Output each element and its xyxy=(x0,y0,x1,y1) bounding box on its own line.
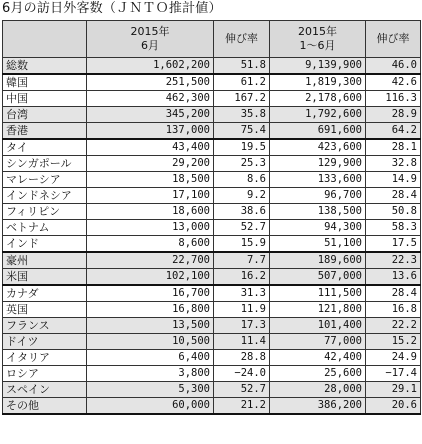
table-row xyxy=(3,366,421,382)
row-ytd-growth: 20.6 xyxy=(366,398,421,415)
row-ytd-growth: 28.9 xyxy=(366,107,421,123)
row-ytd-growth: 46.0 xyxy=(366,58,421,75)
row-june-visitors: 16,800 xyxy=(87,302,214,318)
row-country-name: マレーシア xyxy=(3,172,87,188)
row-ytd-visitors: 1,792,600 xyxy=(270,107,366,123)
row-ytd-visitors: 691,600 xyxy=(270,123,366,140)
table-row xyxy=(3,398,421,415)
table-row xyxy=(3,91,421,107)
table-row xyxy=(3,285,421,302)
row-june-visitors: 16,700 xyxy=(87,285,214,302)
row-ytd-visitors: 1,819,300 xyxy=(270,74,366,91)
row-june-growth: 21.2 xyxy=(214,398,270,415)
row-ytd-visitors: 9,139,900 xyxy=(270,58,366,75)
row-country-name: 中国 xyxy=(3,91,87,107)
row-june-visitors: 60,000 xyxy=(87,398,214,415)
row-june-visitors: 8,600 xyxy=(87,236,214,253)
table-row xyxy=(3,236,421,253)
table-row xyxy=(3,318,421,334)
row-ytd-visitors: 42,400 xyxy=(270,350,366,366)
row-country-name: 豪州 xyxy=(3,252,87,269)
table-title: 6月の訪日外客数（ＪＮＴＯ推計値） xyxy=(2,1,222,16)
row-country-name: イタリア xyxy=(3,350,87,366)
row-country-name: カナダ xyxy=(3,285,87,302)
row-ytd-growth: 24.9 xyxy=(366,350,421,366)
row-june-growth: 52.7 xyxy=(214,220,270,236)
row-ytd-visitors: 51,100 xyxy=(270,236,366,253)
row-ytd-growth: 32.8 xyxy=(366,156,421,172)
row-ytd-visitors: 77,000 xyxy=(270,334,366,350)
row-ytd-visitors: 28,000 xyxy=(270,382,366,398)
header-june-growth: 伸び率 xyxy=(214,21,270,58)
row-june-growth: 19.5 xyxy=(214,139,270,156)
visitor-table xyxy=(2,20,421,415)
row-june-visitors: 6,400 xyxy=(87,350,214,366)
row-country-name: フランス xyxy=(3,318,87,334)
row-ytd-visitors: 138,500 xyxy=(270,204,366,220)
table-row xyxy=(3,74,421,91)
header-ytd xyxy=(270,21,366,58)
header-june-month: 6月 xyxy=(141,39,159,52)
row-june-visitors: 1,602,200 xyxy=(87,58,214,75)
row-june-growth: 15.9 xyxy=(214,236,270,253)
row-june-growth: 8.6 xyxy=(214,172,270,188)
row-june-growth: −24.0 xyxy=(214,366,270,382)
row-june-growth: 11.9 xyxy=(214,302,270,318)
row-june-visitors: 13,500 xyxy=(87,318,214,334)
row-june-visitors: 345,200 xyxy=(87,107,214,123)
row-country-name: スペイン xyxy=(3,382,87,398)
table-row xyxy=(3,269,421,286)
row-ytd-growth: 17.5 xyxy=(366,236,421,253)
row-country-name: ベトナム xyxy=(3,220,87,236)
row-country-name: その他 xyxy=(3,398,87,415)
row-ytd-growth: 28.1 xyxy=(366,139,421,156)
header-blank-cell xyxy=(3,21,87,58)
row-ytd-visitors: 133,600 xyxy=(270,172,366,188)
row-june-visitors: 462,300 xyxy=(87,91,214,107)
row-june-growth: 52.7 xyxy=(214,382,270,398)
row-country-name: 米国 xyxy=(3,269,87,286)
table-row xyxy=(3,58,421,75)
row-june-growth: 7.7 xyxy=(214,252,270,269)
row-country-name: 台湾 xyxy=(3,107,87,123)
row-june-visitors: 3,800 xyxy=(87,366,214,382)
row-ytd-growth: 29.1 xyxy=(366,382,421,398)
header-ytd-range: 1〜6月 xyxy=(299,39,336,52)
table-row xyxy=(3,302,421,318)
row-june-growth: 16.2 xyxy=(214,269,270,286)
row-ytd-visitors: 94,300 xyxy=(270,220,366,236)
row-ytd-growth: 28.4 xyxy=(366,188,421,204)
table-row xyxy=(3,204,421,220)
row-june-visitors: 18,600 xyxy=(87,204,214,220)
table-row xyxy=(3,252,421,269)
row-ytd-growth: 58.3 xyxy=(366,220,421,236)
row-ytd-growth: 13.6 xyxy=(366,269,421,286)
row-june-visitors: 5,300 xyxy=(87,382,214,398)
row-ytd-growth: 14.9 xyxy=(366,172,421,188)
table-row xyxy=(3,188,421,204)
row-ytd-growth: 22.2 xyxy=(366,318,421,334)
row-ytd-visitors: 96,700 xyxy=(270,188,366,204)
row-ytd-visitors: 111,500 xyxy=(270,285,366,302)
row-ytd-visitors: 386,200 xyxy=(270,398,366,415)
table-row xyxy=(3,123,421,140)
row-ytd-visitors: 507,000 xyxy=(270,269,366,286)
row-june-growth: 61.2 xyxy=(214,74,270,91)
row-country-name: 英国 xyxy=(3,302,87,318)
row-june-growth: 17.3 xyxy=(214,318,270,334)
row-country-name: インドネシア xyxy=(3,188,87,204)
header-june-year: 2015年 xyxy=(130,25,170,38)
row-ytd-visitors: 101,400 xyxy=(270,318,366,334)
table-row xyxy=(3,220,421,236)
table-row xyxy=(3,334,421,350)
table-row xyxy=(3,172,421,188)
row-june-growth: 31.3 xyxy=(214,285,270,302)
row-country-name: 総数 xyxy=(3,58,87,75)
header-ytd-growth: 伸び率 xyxy=(366,21,421,58)
row-june-growth: 28.8 xyxy=(214,350,270,366)
header-june xyxy=(87,21,214,58)
row-june-visitors: 251,500 xyxy=(87,74,214,91)
row-ytd-visitors: 129,900 xyxy=(270,156,366,172)
row-june-visitors: 137,000 xyxy=(87,123,214,140)
row-ytd-growth: 42.6 xyxy=(366,74,421,91)
row-june-growth: 25.3 xyxy=(214,156,270,172)
row-june-growth: 51.8 xyxy=(214,58,270,75)
row-country-name: ドイツ xyxy=(3,334,87,350)
row-june-growth: 167.2 xyxy=(214,91,270,107)
row-ytd-growth: −17.4 xyxy=(366,366,421,382)
table-row xyxy=(3,156,421,172)
row-country-name: 韓国 xyxy=(3,74,87,91)
row-ytd-visitors: 25,600 xyxy=(270,366,366,382)
row-june-growth: 11.4 xyxy=(214,334,270,350)
row-ytd-visitors: 121,800 xyxy=(270,302,366,318)
row-ytd-visitors: 189,600 xyxy=(270,252,366,269)
row-country-name: インド xyxy=(3,236,87,253)
header-ytd-year: 2015年 xyxy=(298,25,337,38)
row-country-name: タイ xyxy=(3,139,87,156)
table-body xyxy=(3,58,421,415)
row-ytd-growth: 64.2 xyxy=(366,123,421,140)
row-country-name: シンガポール xyxy=(3,156,87,172)
table-row xyxy=(3,350,421,366)
row-june-visitors: 43,400 xyxy=(87,139,214,156)
table-row xyxy=(3,382,421,398)
row-june-growth: 75.4 xyxy=(214,123,270,140)
row-june-visitors: 17,100 xyxy=(87,188,214,204)
row-june-visitors: 22,700 xyxy=(87,252,214,269)
row-ytd-growth: 15.2 xyxy=(366,334,421,350)
row-june-growth: 9.2 xyxy=(214,188,270,204)
row-ytd-visitors: 423,600 xyxy=(270,139,366,156)
table-row xyxy=(3,139,421,156)
row-june-visitors: 10,500 xyxy=(87,334,214,350)
row-ytd-growth: 50.8 xyxy=(366,204,421,220)
row-country-name: ロシア xyxy=(3,366,87,382)
table-row xyxy=(3,107,421,123)
row-ytd-growth: 116.3 xyxy=(366,91,421,107)
row-june-visitors: 102,100 xyxy=(87,269,214,286)
row-country-name: 香港 xyxy=(3,123,87,140)
table-header xyxy=(3,21,421,58)
row-ytd-growth: 16.8 xyxy=(366,302,421,318)
row-june-growth: 38.6 xyxy=(214,204,270,220)
row-ytd-growth: 22.3 xyxy=(366,252,421,269)
row-country-name: フィリピン xyxy=(3,204,87,220)
row-ytd-growth: 28.4 xyxy=(366,285,421,302)
row-june-visitors: 13,000 xyxy=(87,220,214,236)
row-ytd-visitors: 2,178,600 xyxy=(270,91,366,107)
row-june-visitors: 18,500 xyxy=(87,172,214,188)
row-june-visitors: 29,200 xyxy=(87,156,214,172)
row-june-growth: 35.8 xyxy=(214,107,270,123)
